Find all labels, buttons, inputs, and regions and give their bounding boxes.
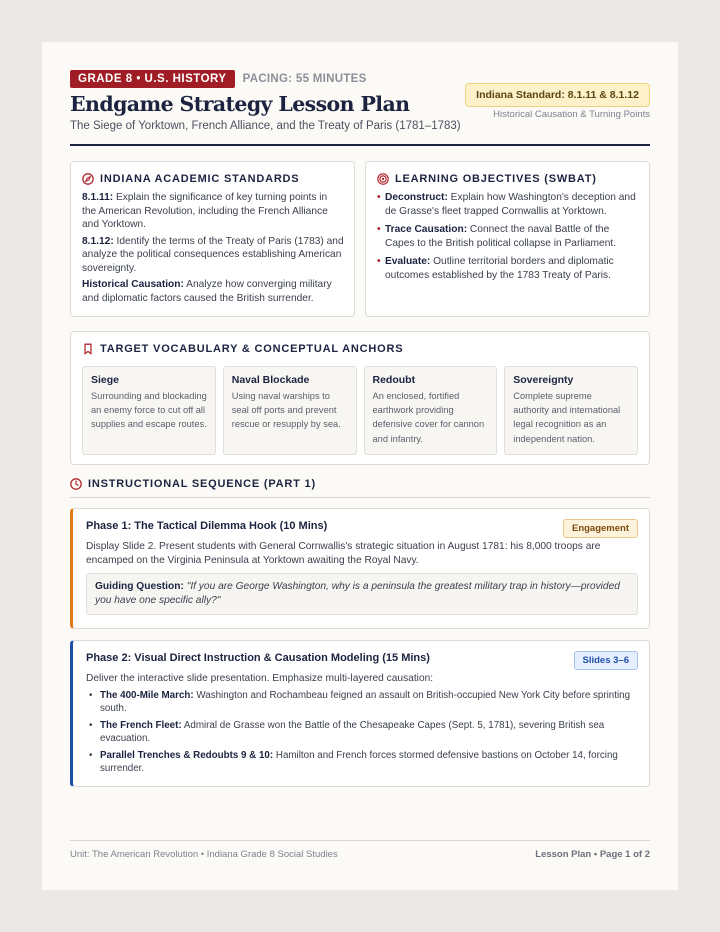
target-icon (377, 173, 389, 185)
sequence-heading-text: INSTRUCTIONAL SEQUENCE (PART 1) (88, 478, 316, 490)
objectives-list (377, 191, 639, 282)
phase-2-title: Phase 2: Visual Direct Instruction & Causation Modeling (15 Mins) (86, 652, 430, 664)
vocabulary-heading-text: TARGET VOCABULARY & CONCEPTUAL ANCHORS (100, 343, 404, 355)
phase-1-description: Display Slide 2. Present students with General Cornwallis's strategic situation in August 1781: his 8,000 troops are encamped on the Virginia Peninsula at Yorktown awaiting the Royal Navy. (86, 541, 601, 566)
vocab-definition: An enclosed, fortified earthwork providing defensive cover for cannon and infantry. (372, 391, 485, 444)
standard-text: Identify the terms of the Treaty of Paris (1783) and analyze the political consequences establishing American sovereignty. (82, 235, 344, 274)
causation-list (86, 689, 638, 775)
vocabulary-card (70, 331, 650, 465)
causation-label: The French Fleet: (100, 719, 182, 731)
page-footer (70, 840, 650, 860)
vocab-term: Sovereignty (513, 374, 574, 386)
vocab-item (364, 366, 498, 455)
standards-heading-text: INDIANA ACADEMIC STANDARDS (100, 173, 300, 185)
standard-badge: Indiana Standard: 8.1.11 & 8.1.12 (465, 83, 650, 107)
compass-icon (82, 173, 94, 185)
objective-label: Evaluate: (385, 256, 431, 267)
footer-page-number: Lesson Plan • Page 1 of 2 (535, 849, 650, 860)
causation-text: Washington and Rochambeau feigned an assault on British-occupied New York City before sprinting south. (100, 689, 631, 714)
sequence-heading (70, 478, 650, 498)
causation-text: Hamilton and French forces stormed defensive bastions on October 14, forcing surrender. (100, 749, 618, 774)
grade-badge: GRADE 8 • U.S. HISTORY (70, 70, 235, 88)
phase-1-title: Phase 1: The Tactical Dilemma Hook (10 Mins) (86, 520, 328, 532)
vocab-definition: Using naval warships to seal off ports and prevent rescue or resupply by sea. (231, 391, 341, 430)
bookmark-icon (82, 343, 94, 355)
phase-2-card (70, 640, 650, 787)
causation-item (86, 719, 638, 745)
objective-label: Trace Causation: (385, 224, 468, 235)
causation-label: The 400-Mile March: (100, 689, 194, 701)
standard-item (82, 278, 344, 305)
objective-item (377, 223, 639, 250)
lesson-plan-page (42, 42, 678, 890)
pacing-label: PACING: 55 MINUTES (242, 73, 367, 85)
causation-text: Admiral de Grasse won the Battle of the Chesapeake Capes (Sept. 5, 1781), severing British sea evacuation. (100, 719, 605, 744)
slides-tag: Slides 3–6 (574, 651, 638, 670)
standard-label: 8.1.11: (82, 192, 114, 203)
clock-icon (70, 478, 82, 490)
guiding-question-label: Guiding Question: (95, 581, 184, 592)
standard-text: Explain the significance of key turning points in the American Revolution, including the French Alliance and Yorktown. (82, 192, 328, 230)
objective-item (377, 191, 639, 218)
vocab-item (223, 366, 357, 455)
header-rule (70, 144, 650, 146)
objective-item (377, 255, 639, 282)
vocabulary-heading (82, 343, 638, 355)
objective-label: Deconstruct: (385, 192, 448, 203)
guiding-question (86, 573, 638, 615)
engagement-tag: Engagement (563, 519, 638, 538)
objectives-heading-text: LEARNING OBJECTIVES (SWBAT) (395, 173, 597, 185)
page-title: Endgame Strategy Lesson Plan (70, 92, 410, 116)
standard-label: Historical Causation: (82, 279, 184, 290)
vocab-definition: Surrounding and blockading an enemy force to cut off all supplies and escape routes. (91, 391, 207, 430)
objectives-heading (377, 173, 639, 185)
page-subtitle: The Siege of Yorktown, French Alliance, and the Treaty of Paris (1781–1783) (70, 120, 461, 132)
standards-card (70, 161, 355, 317)
standard-item (82, 235, 344, 276)
objective-text: Outline territorial borders and diplomatic outcomes established by the 1783 Treaty of Paris. (385, 256, 614, 281)
vocabulary-list (82, 366, 638, 455)
phase-2-description: Deliver the interactive slide presentation. Emphasize multi-layered causation: (86, 673, 434, 684)
causation-item (86, 749, 638, 775)
standard-text: Analyze how converging military and diplomatic factors caused the British surrender. (82, 279, 332, 304)
causation-label: Parallel Trenches & Redoubts 9 & 10: (100, 749, 274, 761)
causation-item (86, 689, 638, 715)
objectives-card (365, 161, 650, 317)
header-meta (70, 70, 367, 88)
vocab-item (504, 366, 638, 455)
vocab-term: Redoubt (372, 374, 416, 386)
vocab-item (82, 366, 216, 455)
phase-1-card (70, 508, 650, 629)
standard-item (82, 191, 344, 232)
footer-unit: Unit: The American Revolution • Indiana Grade 8 Social Studies (70, 849, 338, 860)
objective-text: Explain how Washington's deception and de Grasse's fleet trapped Cornwallis at Yorktown. (385, 192, 636, 217)
guiding-question-text: "If you are George Washington, why is a peninsula the greatest military trap in history—provided you have one specific ally?" (95, 581, 620, 606)
objective-text: Connect the naval Battle of the Capes to the British political collapse in Parliament. (385, 224, 617, 249)
vocab-term: Siege (91, 374, 120, 386)
standards-heading (82, 173, 344, 185)
vocab-term: Naval Blockade (231, 374, 310, 386)
standard-label: 8.1.12: (82, 235, 114, 247)
vocab-definition: Complete supreme authority and international legal recognition as an independent nation. (513, 391, 621, 444)
standard-subtitle: Historical Causation & Turning Points (493, 109, 650, 120)
